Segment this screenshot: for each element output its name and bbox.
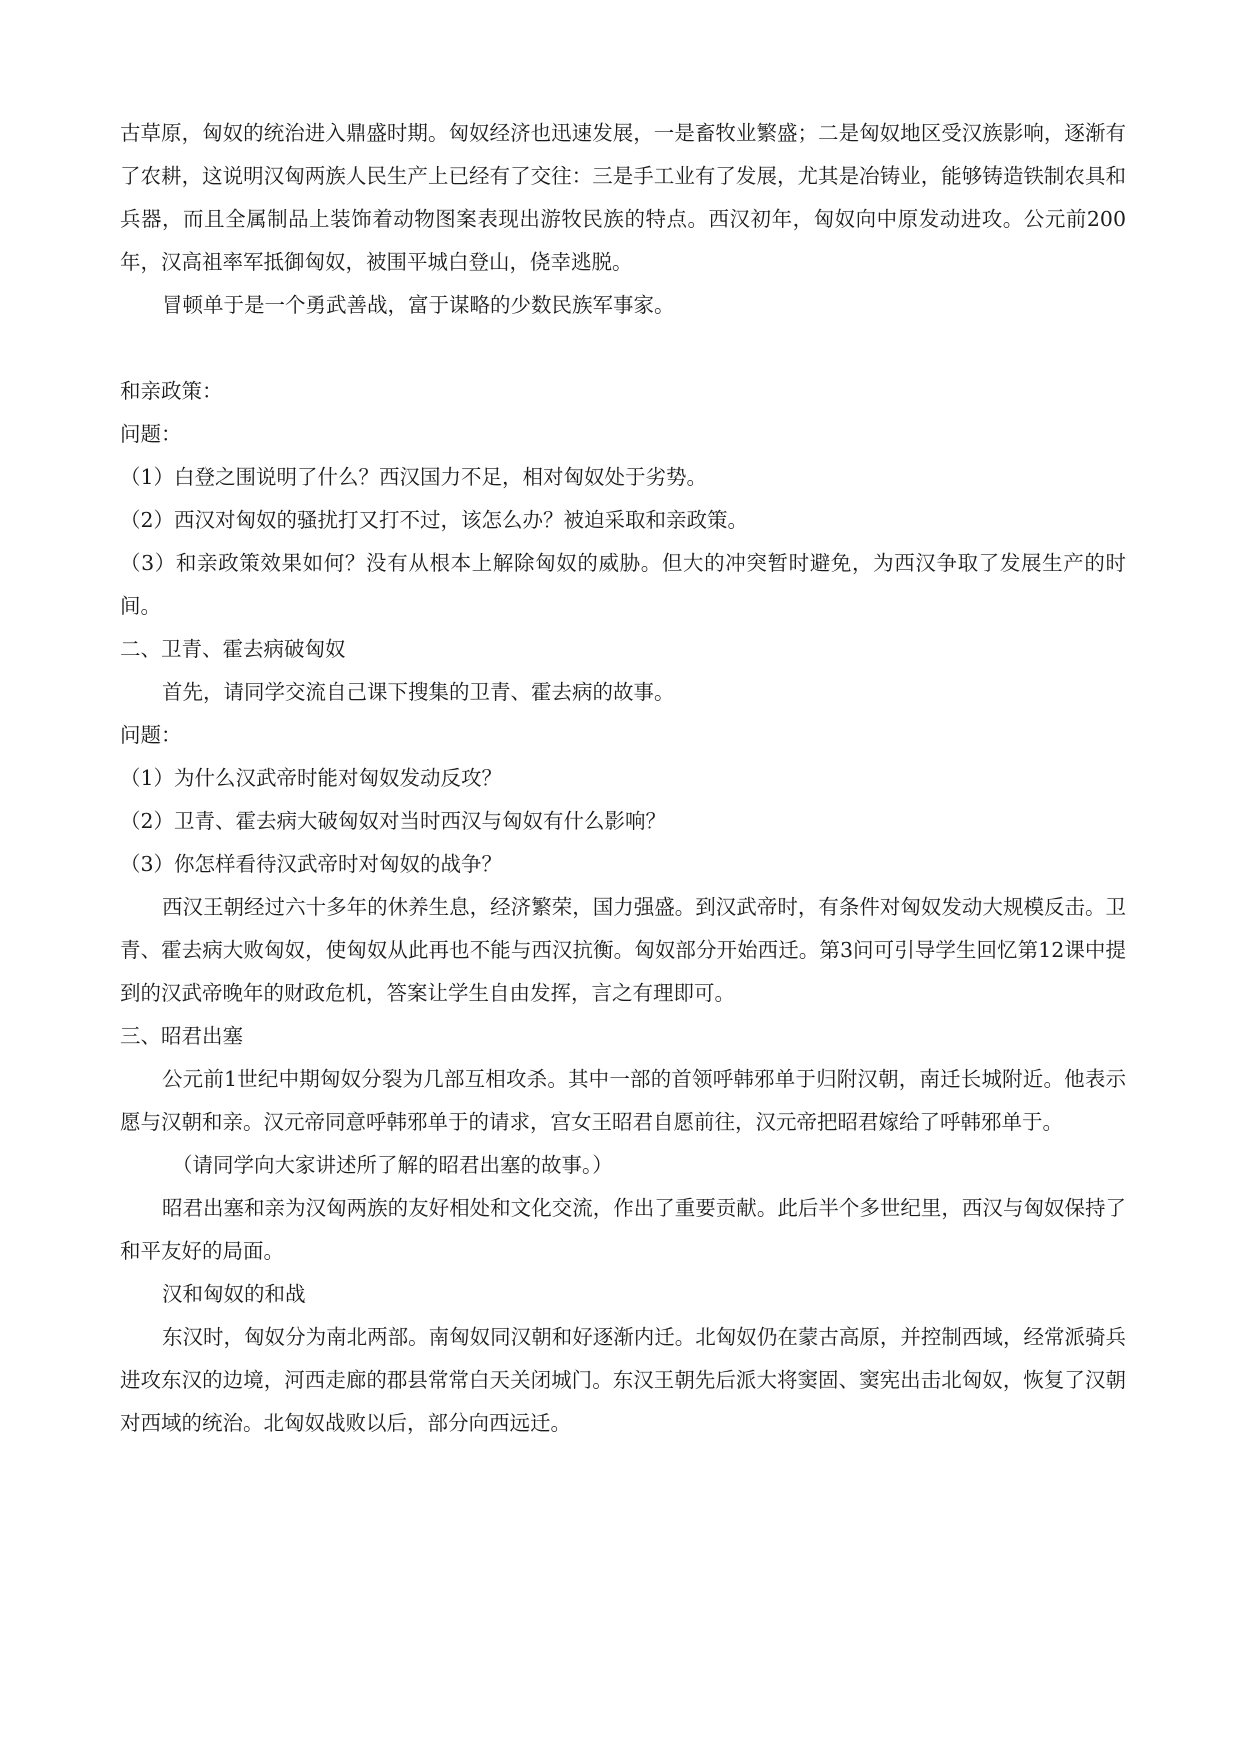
paragraph-activity-note: （请同学向大家讲述所了解的昭君出塞的故事。） [172, 1153, 613, 1177]
question-item: （3）你怎样看待汉武帝时对匈奴的战争？ [120, 852, 503, 876]
paragraph-zhaojun-significance: 昭君出塞和亲为汉匈两族的友好相处和文化交流，作出了重要贡献。此后半个多世纪里，西汉与匈奴保持了和平友好的局面。 [120, 1196, 1126, 1263]
blank-line [120, 327, 1126, 370]
section-heading-zhaojun: 三、昭君出塞 [120, 1024, 243, 1048]
heading-heqin-policy: 和亲政策： [120, 379, 223, 403]
paragraph-xiongnu-rise: 古草原，匈奴的统治进入鼎盛时期。匈奴经济也迅速发展，一是畜牧业繁盛；二是匈奴地区受汉族影响，逐渐有了农耕，这说明汉匈两族人民生产上已经有了交往：三是手工业有了发展，尤其是冶铸业，能够铸造铁制农具和兵器，而且全属制品上装饰着动物图案表现出游牧民族的特点。西汉初年，匈奴向中原发动进攻。公元前200年，汉高祖率军抵御匈奴，被围平城白登山，侥幸逃脱。 [120, 121, 1126, 274]
section-heading-weiqing-huoqubing: 二、卫青、霍去病破匈奴 [120, 637, 346, 661]
question-item: （2）卫青、霍去病大破匈奴对当时西汉与匈奴有什么影响？ [120, 809, 667, 833]
question-item: （2）西汉对匈奴的骚扰打又打不过，该怎么办？被迫采取和亲政策。 [120, 508, 749, 532]
question-item: （1）为什么汉武帝时能对匈奴发动反攻？ [120, 766, 503, 790]
question-item: （3）和亲政策效果如何？没有从根本上解除匈奴的威胁。但大的冲突暂时避免，为西汉争取了发展生产的时间。 [120, 551, 1126, 618]
paragraph-eastern-han: 东汉时，匈奴分为南北两部。南匈奴同汉朝和好逐渐内迁。北匈奴仍在蒙古高原，并控制西域，经常派骑兵进攻东汉的边境，河西走廊的郡县常常白天关闭城门。东汉王朝先后派大将窦固、窦宪出击北匈奴，恢复了汉朝对西域的统治。北匈奴战败以后，部分向西远迁。 [120, 1325, 1126, 1435]
paragraph-answer: 西汉王朝经过六十多年的休养生息，经济繁荣，国力强盛。到汉武帝时，有条件对匈奴发动大规模反击。卫青、霍去病大败匈奴，使匈奴从此再也不能与西汉抗衡。匈奴部分开始西迁。第3问可引导学生回忆第12课中提到的汉武帝晚年的财政危机，答案让学生自由发挥，言之有理即可。 [120, 895, 1126, 1005]
questions-label: 问题： [120, 422, 182, 446]
question-item: （1）白登之围说明了什么？西汉国力不足，相对匈奴处于劣势。 [120, 465, 708, 489]
questions-label: 问题： [120, 723, 182, 747]
paragraph-modu-chanyu: 冒顿单于是一个勇武善战，富于谋略的少数民族军事家。 [162, 293, 675, 317]
paragraph-intro: 首先，请同学交流自己课下搜集的卫青、霍去病的故事。 [162, 680, 675, 704]
document-body [120, 112, 1126, 1445]
subheading-han-xiongnu-war-peace: 汉和匈奴的和战 [162, 1282, 306, 1306]
paragraph-zhaojun-story: 公元前1世纪中期匈奴分裂为几部互相攻杀。其中一部的首领呼韩邪单于归附汉朝，南迁长城附近。他表示愿与汉朝和亲。汉元帝同意呼韩邪单于的请求，宫女王昭君自愿前往，汉元帝把昭君嫁给了呼韩邪单于。 [120, 1067, 1126, 1134]
